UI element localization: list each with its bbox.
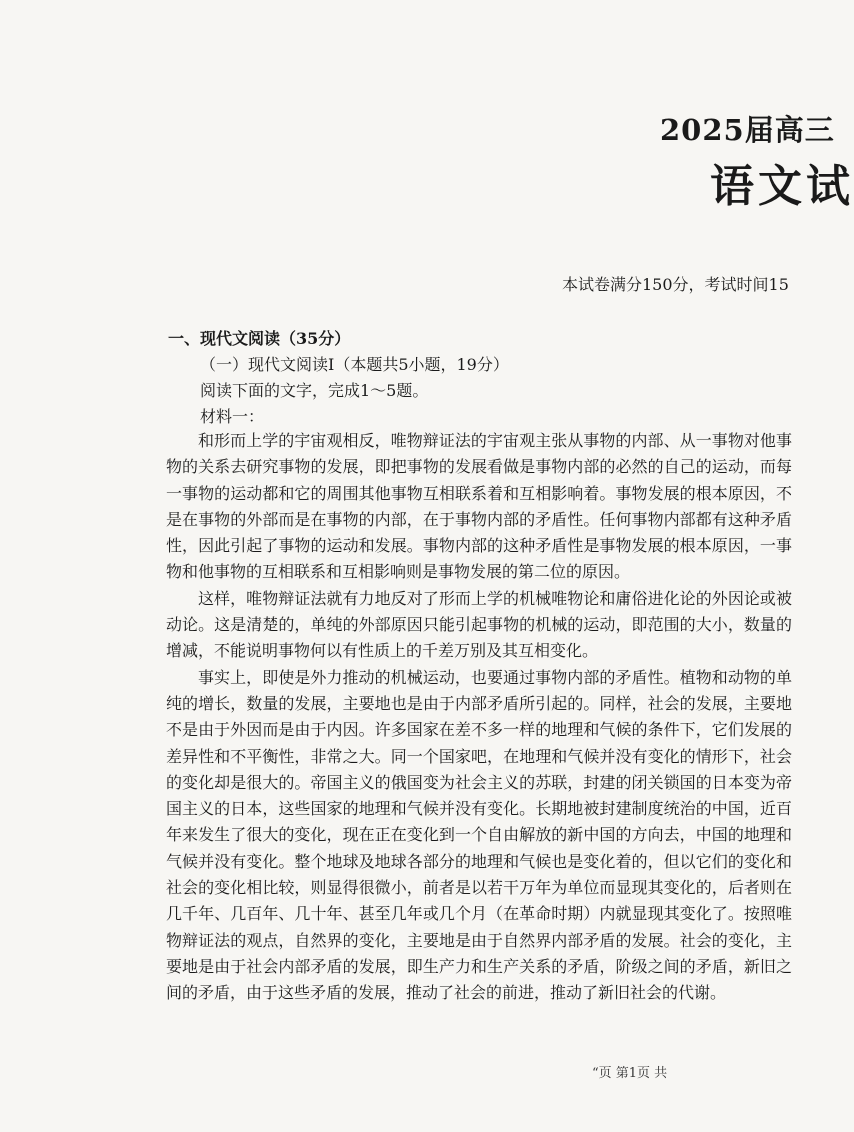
paragraph-2: 这样，唯物辩证法就有力地反对了形而上学的机械唯物论和庸俗进化论的外因论或被动论。这是清楚的，单纯的外部原因只能引起事物的机械的运动，即范围的大小，数量的增减，不能说明事物何以有性质上的千差万别及其互相变化。 xyxy=(166,588,792,661)
sub-section-heading: （一）现代文阅读Ⅰ（本题共5小题，19分） xyxy=(200,355,509,374)
reading-instruction: 阅读下面的文字，完成1～5题。 xyxy=(200,381,429,400)
paragraph-3: 事实上，即使是外力推动的机械运动，也要通过事物内部的矛盾性。植物和动物的单纯的增长，数量的发展，主要地也是由于内部矛盾所引起的。同样，社会的发展，主要地不是由于外因而是由于内因。许多国家在差不多一样的地理和气候的条件下，它们发展的差异性和不平衡性，非常之大。同一个国家吧，在地理和气候并没有变化的情形下，社会的变化却是很大的。帝国主义的俄国变为社会主义的苏联，封建的闭关锁国的日本变为帝国主义的日本，这些国家的地理和气候并没有变化。长期地被封建制度统治的中国，近百年来发生了很大的变化，现在正在变化到一个自由解放的新中国的方向去，中国的地理和气候并没有变化。整个地球及地球各部分的地理和气候也是变化着的，但以它们的变化和社会的变化相比较，则显得很微小，前者是以若干万年为单位而显现其变化的，后者则在几千年、几百年、几十年、甚至几年或几个月（在革命时期）内就显现其变化了。按照唯物辩证法的观点，自然界的变化，主要地是由于自然界内部矛盾的发展。社会的变化，主要地是由于社会内部矛盾的发展，即生产力和生产关系的矛盾，阶级之间的矛盾，新旧之间的矛盾，由于这些矛盾的发展，推动了社会的前进，推动了新旧社会的代谢。 xyxy=(166,667,792,1003)
material-body xyxy=(166,428,792,1007)
paragraph-1: 和形而上学的宇宙观相反，唯物辩证法的宇宙观主张从事物的内部、从一事物对他事物的关系去研究事物的发展，即把事物的发展看做是事物内部的必然的自己的运动，而每一事物的运动都和它的周围其他事物互相联系着和互相影响着。事物发展的根本原因，不是在事物的外部而是在事物的内部，在于事物内部的矛盾性。任何事物内部都有这种矛盾性，因此引起了事物的运动和发展。事物内部的这种矛盾性是事物发展的根本原因，一事物和他事物的互相联系和互相影响则是事物发展的第二位的原因。 xyxy=(166,431,792,582)
exam-note: 本试卷满分150分，考试时间15 xyxy=(562,275,789,294)
section-heading: 一、现代文阅读（35分） xyxy=(168,329,351,348)
page-footer: “页 第1页 共 xyxy=(592,1066,668,1081)
material-label: 材料一： xyxy=(200,407,265,426)
exam-title: 2025届高三 xyxy=(660,113,835,147)
subject-title: 语文试 xyxy=(710,161,854,212)
